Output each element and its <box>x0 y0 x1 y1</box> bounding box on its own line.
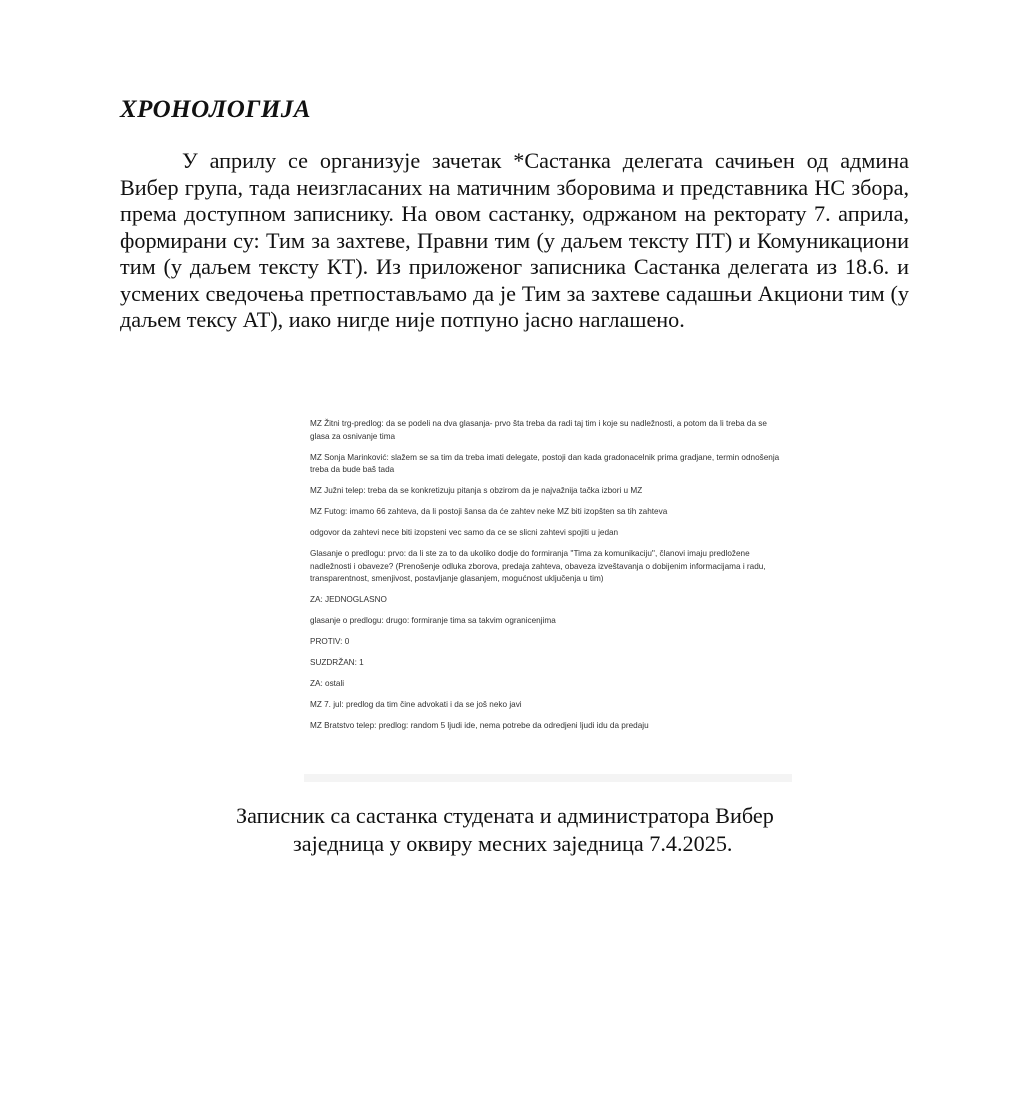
body-paragraph: У априлу се организује зачетак *Састанка делегата сачињен од админа Вибер група, тада неизгласаних на матичним зборовима и представника НС збора, према доступном записнику. На овом састанку, одржаном на ректорату 7. априла, формирани су: Тим за захтеве, Правни тим (у даљем тексту ПТ) и Комуникациони тим (у даљем тексту КТ). Из приложеног записника Састанка делегата из 18.6. и усмених сведочења претпостављамо да је Тим за захтеве садашњи Акциони тим (у даљем тексу АТ), иако нигде није потпуно јасно наглашено. <box>120 148 909 332</box>
minutes-line: odgovor da zahtevi nece biti izopsteni vec samo da ce se slicni zahtevi spojiti u jedan <box>310 528 619 537</box>
minutes-line: MZ Žitni trg-predlog: da se podeli na dva glasanja- prvo šta treba da radi taj tim i koje su nadležnosti, a potom da li treba da se glasa za osnivanje tima <box>310 419 767 441</box>
caption-line-1: Записник са састанка студената и администратора Вибер <box>236 803 774 828</box>
minutes-line: MZ 7. jul: predlog da tim čine advokati i da se još neko javi <box>310 700 522 709</box>
embedded-minutes-screenshot <box>304 418 792 782</box>
section-heading: ХРОНОЛОГИЈА <box>120 96 311 123</box>
minutes-line: glasanje o predlogu: drugo: formiranje tima sa takvim ogranicenjima <box>310 616 556 625</box>
minutes-line: MZ Južni telep: treba da se konkretizuju pitanja s obzirom da je najvažnija tačka izbori u MZ <box>310 486 643 495</box>
minutes-line: ZA: JEDNOGLASNO <box>310 595 387 604</box>
figure-caption <box>220 802 920 858</box>
minutes-line: MZ Sonja Marinković: slažem se sa tim da treba imati delegate, postoji dan kada gradonacelnik prima gradjane, termin odnošenja treba da bude baš tada <box>310 452 780 474</box>
minutes-line: MZ Futog: imamo 66 zahteva, da li postoji šansa da će zahtev neke MZ biti izopšten sa tih zahteva <box>310 507 668 516</box>
minutes-line: MZ Bratstvo telep: predlog: random 5 ljudi ide, nema potrebe da odredjeni ljudi idu da predaju <box>310 721 649 730</box>
minutes-line: SUZDRŽAN: 1 <box>310 658 364 667</box>
minutes-line: PROTIV: 0 <box>310 637 350 646</box>
caption-line-2: заједница у оквиру месних заједница 7.4.2025. <box>293 831 733 856</box>
minutes-line: ZA: ostali <box>310 679 345 688</box>
minutes-line: Glasanje o predlogu: prvo: da li ste za to da ukoliko dodje do formiranja ''Tima za komunikaciju'', članovi imaju predložene nadležnosti i obaveze? (Prenošenje odluka zborova, predaja zahteva, obaveza izveštavanja o dobijenim informacijama i radu, transparentnost, smenjivost, postavljanje glasanjem, mogućnost uključenja u tim) <box>310 549 766 583</box>
